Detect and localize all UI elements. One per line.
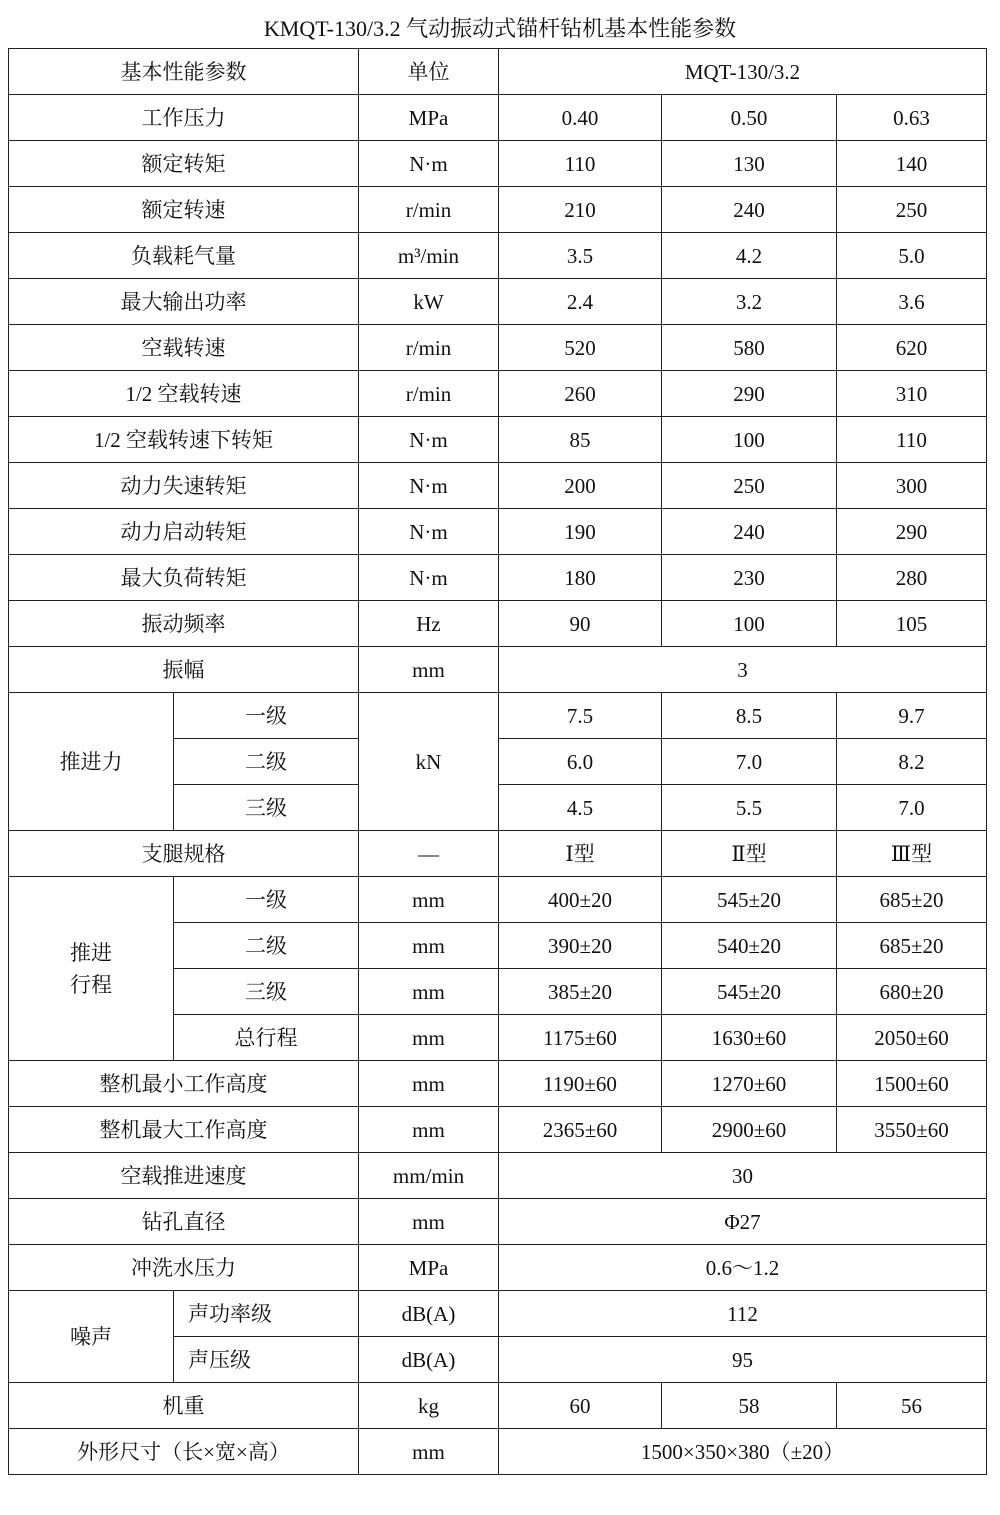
leg-type: Ⅱ型	[662, 831, 837, 877]
param-unit: N·m	[359, 463, 499, 509]
param-unit: r/min	[359, 187, 499, 233]
param-name: 空载推进速度	[9, 1153, 359, 1199]
param-name: 钻孔直径	[9, 1199, 359, 1245]
value-cell: 3550±60	[837, 1107, 987, 1153]
param-name: 动力失速转矩	[9, 463, 359, 509]
leg-type: Ⅰ型	[499, 831, 662, 877]
table-row	[9, 1153, 987, 1199]
param-name: 1/2 空载转速下转矩	[9, 417, 359, 463]
document-title: KMQT-130/3.2 气动振动式锚杆钻机基本性能参数	[263, 16, 737, 41]
param-unit: mm	[359, 1429, 499, 1475]
value-cell: 130	[662, 141, 837, 187]
table-row	[9, 233, 987, 279]
table-row	[9, 463, 987, 509]
value-cell: 240	[662, 187, 837, 233]
param-unit: kW	[359, 279, 499, 325]
value-cell: 250	[837, 187, 987, 233]
param-unit: dB(A)	[359, 1291, 499, 1337]
value-cell: 90	[499, 601, 662, 647]
param-unit: mm	[359, 1107, 499, 1153]
param-unit: Hz	[359, 601, 499, 647]
param-unit: r/min	[359, 325, 499, 371]
stroke-level: 总行程	[174, 1015, 359, 1061]
noise-sub-label: 声压级	[174, 1337, 359, 1383]
value-cell: 5.0	[837, 233, 987, 279]
value-cell: 280	[837, 555, 987, 601]
param-unit: N·m	[359, 509, 499, 555]
param-name: 振幅	[9, 647, 359, 693]
param-name: 空载转速	[9, 325, 359, 371]
param-name: 机重	[9, 1383, 359, 1429]
header-unit: 单位	[359, 49, 499, 95]
param-unit: MPa	[359, 1245, 499, 1291]
param-unit: mm	[359, 877, 499, 923]
param-unit: r/min	[359, 371, 499, 417]
table-row	[9, 187, 987, 233]
value-cell: 240	[662, 509, 837, 555]
value-cell: 190	[499, 509, 662, 555]
value-cell: 300	[837, 463, 987, 509]
value-cell: 1500±60	[837, 1061, 987, 1107]
value-cell: 100	[662, 417, 837, 463]
value-cell: 3.6	[837, 279, 987, 325]
table-row	[9, 95, 987, 141]
value-cell: 0.6～1.2	[499, 1245, 987, 1291]
param-unit: N·m	[359, 141, 499, 187]
value-cell: 2365±60	[499, 1107, 662, 1153]
value-cell: 7.0	[837, 785, 987, 831]
param-name: 1/2 空载转速	[9, 371, 359, 417]
value-cell: 1190±60	[499, 1061, 662, 1107]
value-cell: 58	[662, 1383, 837, 1429]
param-unit: mm/min	[359, 1153, 499, 1199]
leg-type: Ⅲ型	[837, 831, 987, 877]
param-unit: mm	[359, 1199, 499, 1245]
value-cell: 3.2	[662, 279, 837, 325]
value-cell: 250	[662, 463, 837, 509]
value-cell: 200	[499, 463, 662, 509]
value-cell: 6.0	[499, 739, 662, 785]
param-name: 整机最小工作高度	[9, 1061, 359, 1107]
value-cell: 400±20	[499, 877, 662, 923]
value-cell: 0.40	[499, 95, 662, 141]
param-unit: N·m	[359, 555, 499, 601]
noise-sub-label: 声功率级	[174, 1291, 359, 1337]
value-cell: 140	[837, 141, 987, 187]
value-cell: 105	[837, 601, 987, 647]
stroke-label-line1: 推进	[70, 940, 112, 965]
value-cell: 385±20	[499, 969, 662, 1015]
value-cell: 580	[662, 325, 837, 371]
param-name: 额定转矩	[9, 141, 359, 187]
value-cell: 95	[499, 1337, 987, 1383]
thrust-unit: kN	[359, 693, 499, 831]
value-cell: 180	[499, 555, 662, 601]
value-cell: 85	[499, 417, 662, 463]
value-cell: 0.50	[662, 95, 837, 141]
noise-label: 噪声	[9, 1291, 174, 1383]
table-row	[9, 1061, 987, 1107]
table-row	[9, 325, 987, 371]
stroke-row	[9, 877, 987, 923]
value-cell: 290	[662, 371, 837, 417]
table-row	[9, 509, 987, 555]
param-unit: kg	[359, 1383, 499, 1429]
stroke-level: 二级	[174, 923, 359, 969]
header-param: 基本性能参数	[9, 49, 359, 95]
value-cell: Φ27	[499, 1199, 987, 1245]
value-cell: 5.5	[662, 785, 837, 831]
value-cell: 545±20	[662, 969, 837, 1015]
value-cell: 60	[499, 1383, 662, 1429]
table-row	[9, 417, 987, 463]
param-unit: mm	[359, 1061, 499, 1107]
value-cell: 4.5	[499, 785, 662, 831]
value-cell: 545±20	[662, 877, 837, 923]
value-cell: 685±20	[837, 923, 987, 969]
param-name: 最大负荷转矩	[9, 555, 359, 601]
stroke-label	[9, 877, 174, 1061]
value-cell: 4.2	[662, 233, 837, 279]
value-cell: 260	[499, 371, 662, 417]
stroke-level: 一级	[174, 877, 359, 923]
param-unit: MPa	[359, 95, 499, 141]
value-cell: 7.0	[662, 739, 837, 785]
value-cell: 112	[499, 1291, 987, 1337]
value-cell: 2.4	[499, 279, 662, 325]
param-unit: mm	[359, 647, 499, 693]
thrust-label: 推进力	[9, 693, 174, 831]
value-cell: 390±20	[499, 923, 662, 969]
param-name: 最大输出功率	[9, 279, 359, 325]
value-cell: 1630±60	[662, 1015, 837, 1061]
param-name: 额定转速	[9, 187, 359, 233]
value-cell: 100	[662, 601, 837, 647]
value-cell: 1270±60	[662, 1061, 837, 1107]
value-cell: 685±20	[837, 877, 987, 923]
thrust-level: 二级	[174, 739, 359, 785]
header-model: MQT-130/3.2	[499, 49, 987, 95]
param-unit: mm	[359, 923, 499, 969]
param-name: 动力启动转矩	[9, 509, 359, 555]
value-cell: 3.5	[499, 233, 662, 279]
value-cell: 1175±60	[499, 1015, 662, 1061]
value-cell: 0.63	[837, 95, 987, 141]
param-unit: mm	[359, 1015, 499, 1061]
thrust-level: 三级	[174, 785, 359, 831]
value-cell: 290	[837, 509, 987, 555]
value-cell: 8.2	[837, 739, 987, 785]
weight-row	[9, 1383, 987, 1429]
param-unit: m³/min	[359, 233, 499, 279]
stroke-level: 三级	[174, 969, 359, 1015]
table-row	[9, 555, 987, 601]
value-cell: 540±20	[662, 923, 837, 969]
stroke-label-line2: 行程	[70, 972, 112, 997]
table-row	[9, 1107, 987, 1153]
header-row	[9, 49, 987, 95]
param-name: 负载耗气量	[9, 233, 359, 279]
table-row	[9, 1245, 987, 1291]
noise-row	[9, 1291, 987, 1337]
table-row	[9, 371, 987, 417]
param-unit: —	[359, 831, 499, 877]
param-name: 整机最大工作高度	[9, 1107, 359, 1153]
thrust-level: 一级	[174, 693, 359, 739]
param-name: 冲洗水压力	[9, 1245, 359, 1291]
param-name: 支腿规格	[9, 831, 359, 877]
param-name: 振动频率	[9, 601, 359, 647]
value-cell: 520	[499, 325, 662, 371]
value-cell: 2900±60	[662, 1107, 837, 1153]
value-cell: 110	[837, 417, 987, 463]
value-cell: 2050±60	[837, 1015, 987, 1061]
value-cell: 56	[837, 1383, 987, 1429]
param-name: 工作压力	[9, 95, 359, 141]
value-cell: 110	[499, 141, 662, 187]
value-cell: 620	[837, 325, 987, 371]
value-cell: 3	[499, 647, 987, 693]
table-row	[9, 141, 987, 187]
param-unit: N·m	[359, 417, 499, 463]
spec-table	[8, 48, 987, 1475]
value-cell: 1500×350×380（±20）	[499, 1429, 987, 1475]
thrust-row	[9, 693, 987, 739]
value-cell: 9.7	[837, 693, 987, 739]
param-name: 外形尺寸（长×宽×高）	[9, 1429, 359, 1475]
table-row	[9, 1199, 987, 1245]
param-unit: mm	[359, 969, 499, 1015]
table-row	[9, 601, 987, 647]
value-cell: 210	[499, 187, 662, 233]
value-cell: 8.5	[662, 693, 837, 739]
amplitude-row	[9, 647, 987, 693]
value-cell: 310	[837, 371, 987, 417]
value-cell: 7.5	[499, 693, 662, 739]
table-row	[9, 279, 987, 325]
value-cell: 230	[662, 555, 837, 601]
value-cell: 30	[499, 1153, 987, 1199]
leg-row	[9, 831, 987, 877]
dimensions-row	[9, 1429, 987, 1475]
param-unit: dB(A)	[359, 1337, 499, 1383]
value-cell: 680±20	[837, 969, 987, 1015]
